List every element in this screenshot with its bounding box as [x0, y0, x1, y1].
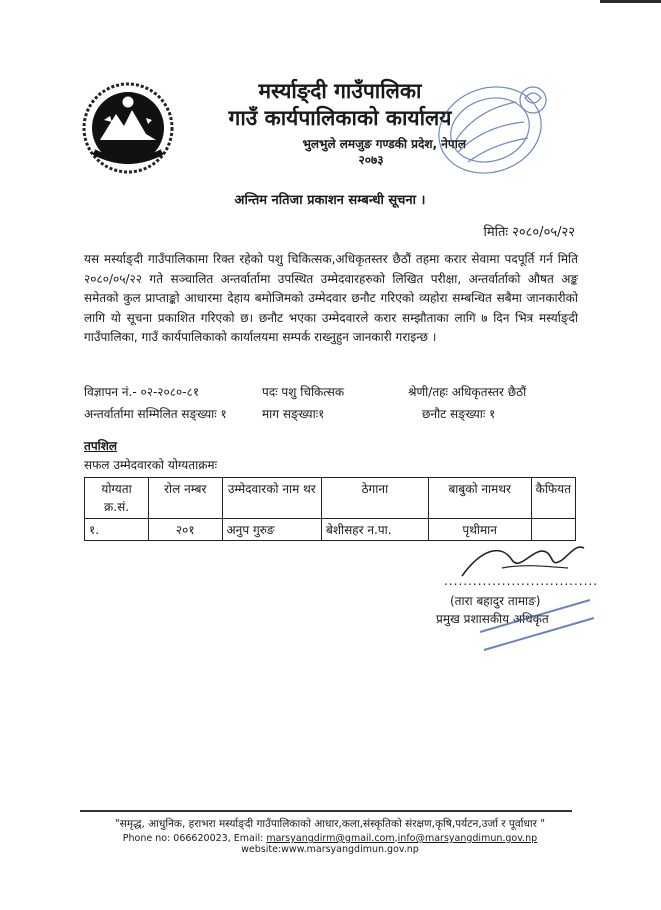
office-address: भुलभुले लमजुङ गण्डकी प्रदेश, नेपाल	[302, 137, 466, 151]
office-name: गाउँ कार्यपालिकाको कार्यालय	[228, 106, 452, 130]
footer-contact	[80, 833, 580, 855]
establishment-year: २०७३	[358, 153, 384, 167]
cell-name: अनुप गुरुङ	[222, 519, 322, 541]
notice-subject: अन्तिम नतिजा प्रकाशन सम्बन्धी सूचना ।	[234, 193, 426, 208]
col-header-roll: रोल नम्बर	[149, 478, 222, 519]
cell-serial: १.	[85, 519, 149, 541]
col-header-father-name: बाबुको नामथर	[428, 478, 531, 519]
demand-count: माग सङ्ख्याः१	[262, 407, 325, 421]
col-header-name: उम्मेदवारको नाम थर	[222, 478, 322, 519]
scan-edge-line	[600, 0, 661, 3]
merit-list-caption: सफल उम्मेदवारको योग्यताक्रमः	[84, 458, 218, 472]
footer-email-link-1[interactable]: marsyangdirm@gmail.com	[266, 833, 395, 844]
footer-motto: "समृद्ध, आधुनिक, हराभरा मर्स्याङ्दी गाउँपालिकाको आधार,कला,संस्कृतिको संरक्षण,कृषि,पर्यटन,उर्जा र पूर्वाधार "	[114, 818, 546, 830]
nepal-emblem-logo	[80, 80, 176, 176]
selected-count: छनौट सङ्ख्याः १	[422, 407, 496, 421]
merit-list-table	[84, 477, 576, 541]
footer-website: website:www.marsyangdimun.gov.np	[241, 844, 419, 855]
municipality-name: मर्स्याङ्दी गाउँपालिका	[258, 79, 422, 103]
signer-designation: प्रमुख प्रशासकीय अधिकृत	[436, 612, 549, 626]
col-header-address: ठेगाना	[322, 478, 429, 519]
cell-roll: २०१	[149, 519, 222, 541]
interview-count: अन्तर्वार्तामा सम्मिलित सङ्ख्याः १	[84, 407, 227, 421]
notice-date: मितिः २०८०/०५/२२	[483, 225, 575, 240]
table-header-row	[85, 478, 576, 519]
footer-separator: ,	[394, 833, 398, 844]
signer-name: (तारा बहादुर तामाङ)	[450, 594, 541, 608]
cell-father-name: पृथीमान	[428, 519, 531, 541]
post-level: श्रेणी/तहः अधिकृतस्तर छैठौं	[408, 385, 527, 399]
footer-divider	[80, 810, 572, 812]
notice-body-paragraph: यस मर्स्याङ्दी गाउँपालिकामा रिक्त रहेको पशु चिकित्सक,अधिकृतस्तर छैठौं तहमा करार सेवामा पदपूर्ति गर्न मिति २०८०/०५/२२ गते सञ्चालित अन्तर्वार्तामा उपस्थित उम्मेदवारहरुको लिखित परीक्षा, अन्तर्वार्ताको औषत अङ्क समेतको कुल प्राप्ताङ्को आधारमा देहाय बमोजिमको उम्मेदवार छनौट गरिएको व्यहोरा सम्बन्धित सबैमा जानकारीको लागि यो सूचना प्रकाशित गरिएको छ। छनौट भएका उम्मेदवारले करार सम्झौताका लागि ७ दिन भित्र मर्स्याङ्दी गाउँपालिका, गाउँ कार्यपालिकाको कार्यालयमा सम्पर्क राख्नुहुन जानकारी गराइन्छ ।	[84, 252, 578, 344]
col-header-remarks: कैफियत	[531, 478, 575, 519]
details-heading: तपशिल	[84, 439, 118, 453]
footer-email-link-2[interactable]: info@marsyangdimun.gov.np	[397, 833, 538, 844]
post-name: पदः पशु चिकित्सक	[262, 385, 345, 399]
col-header-serial: योग्यता क्र.सं.	[85, 478, 149, 519]
cell-address: बेशीसहर न.पा.	[322, 519, 429, 541]
designation-stamp	[470, 592, 600, 662]
office-seal-stamp	[428, 80, 568, 190]
signature-line: ................................	[444, 574, 599, 588]
footer-phone: Phone no: 066620023, Email:	[122, 833, 267, 844]
advert-number: विज्ञापन नं.- ०२-२०८०-८१	[84, 385, 200, 399]
